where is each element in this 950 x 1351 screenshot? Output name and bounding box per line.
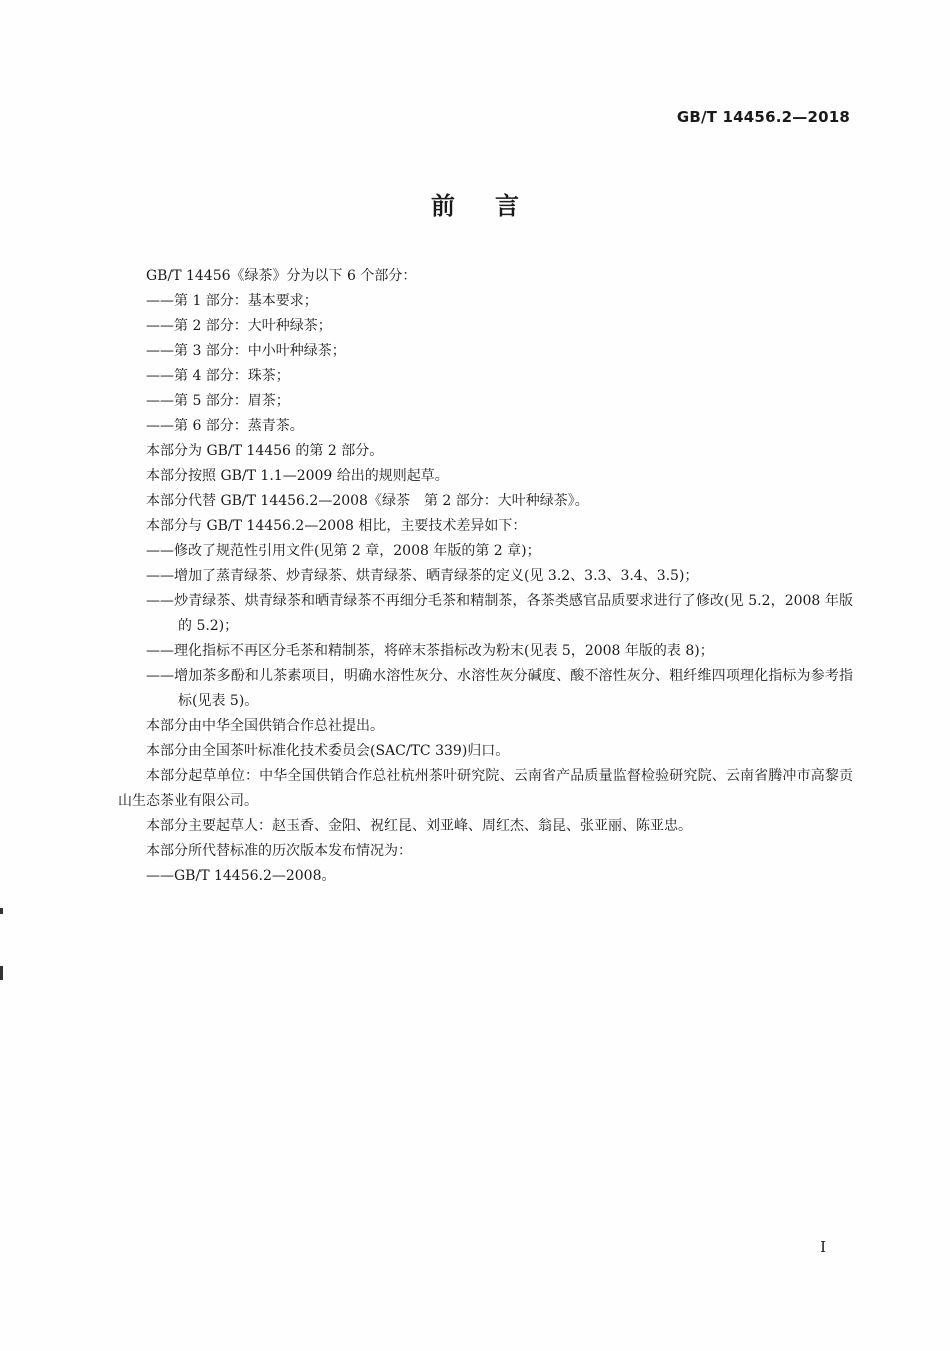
page-title: 前言 <box>431 192 559 220</box>
list-item: ——第 6 部分：蒸青茶。 <box>146 418 304 434</box>
list-item: ——修改了规范性引用文件(见第 2 章，2008 年版的第 2 章)； <box>146 543 541 559</box>
paragraph: 本部分为 GB/T 14456 的第 2 部分。 <box>146 443 384 459</box>
paragraph: 本部分与 GB/T 14456.2—2008 相比，主要技术差异如下： <box>146 518 527 534</box>
paragraph: 本部分代替 GB/T 14456.2—2008《绿茶 第 2 部分：大叶种绿茶》。 <box>146 493 589 509</box>
list-item: ——增加了蒸青绿茶、炒青绿茶、烘青绿茶、晒青绿茶的定义(见 3.2、3.3、3.4、3.5)； <box>146 568 699 584</box>
scan-edge-mark <box>0 966 3 980</box>
paragraph: 本部分按照 GB/T 1.1—2009 给出的规则起草。 <box>146 468 449 484</box>
paragraph: 本部分主要起草人：赵玉香、金阳、祝红昆、刘亚峰、周红杰、翁昆、张亚丽、陈亚忠。 <box>146 818 692 834</box>
scan-edge-mark <box>0 908 3 914</box>
list-item: ——第 2 部分：大叶种绿茶； <box>146 318 332 334</box>
standard-code: GB/T 14456.2—2018 <box>676 108 850 126</box>
list-item: ——增加茶多酚和儿茶素项目，明确水溶性灰分、水溶性灰分碱度、酸不溶性灰分、粗纤维四项理化指标为参考指标(见表 5)。 <box>146 668 853 709</box>
list-item: ——第 3 部分：中小叶种绿茶； <box>146 343 346 359</box>
paragraph: 本部分由全国茶叶标准化技术委员会(SAC/TC 339)归口。 <box>146 743 510 759</box>
list-item: ——第 4 部分：珠茶； <box>146 368 290 384</box>
list-item: ——GB/T 14456.2—2008。 <box>146 868 336 884</box>
list-item: ——第 1 部分：基本要求； <box>146 293 318 309</box>
paragraph: 本部分起草单位：中华全国供销合作总社杭州茶叶研究院、云南省产品质量监督检验研究院、云南省腾冲市高黎贡山生态茶业有限公司。 <box>118 768 853 809</box>
page-number: I <box>820 1238 826 1256</box>
preface-body <box>118 264 853 889</box>
list-item: ——理化指标不再区分毛茶和精制茶，将碎末茶指标改为粉末(见表 5，2008 年版的表 8)； <box>146 643 714 659</box>
paragraph: 本部分由中华全国供销合作总社提出。 <box>146 718 384 734</box>
paragraph: 本部分所代替标准的历次版本发布情况为： <box>146 843 412 859</box>
paragraph: GB/T 14456《绿茶》分为以下 6 个部分： <box>146 268 417 284</box>
list-item: ——炒青绿茶、烘青绿茶和晒青绿茶不再细分毛茶和精制茶，各茶类感官品质要求进行了修改(见 5.2，2008 年版的 5.2)； <box>146 593 853 634</box>
list-item: ——第 5 部分：眉茶； <box>146 393 290 409</box>
